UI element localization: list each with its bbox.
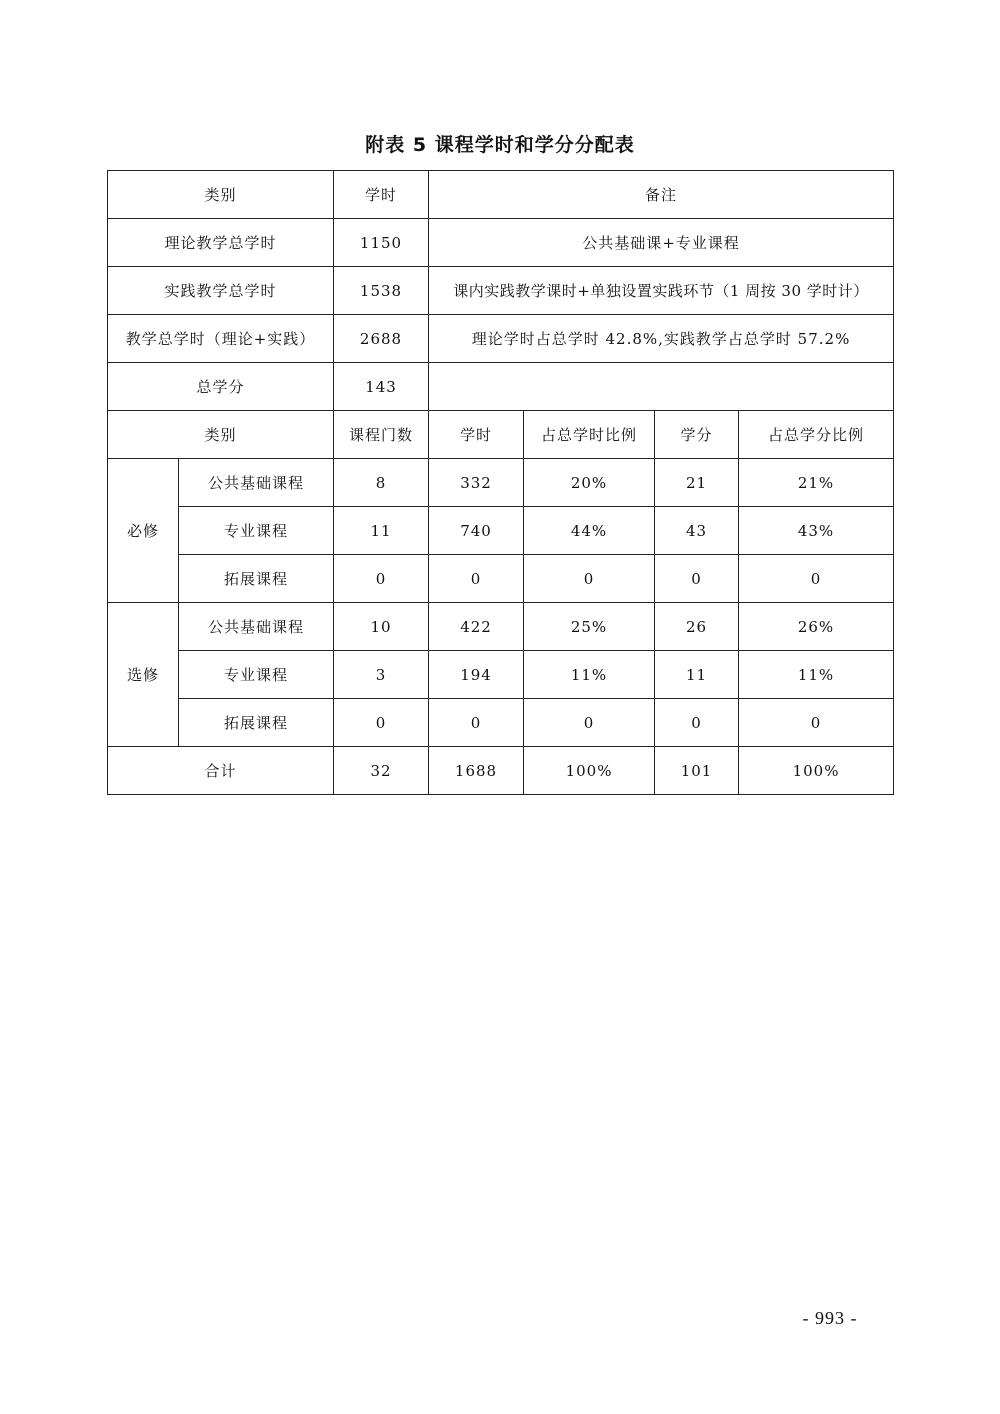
course-hours-ratio: 25% [524,603,655,651]
header-notes: 备注 [429,171,894,219]
summary-header-row [108,171,894,219]
table-row [108,459,894,507]
summary-row-practice [108,267,894,315]
total-credits-ratio: 100% [739,747,894,795]
detail-header-hours: 学时 [429,411,524,459]
summary-label: 总学分 [108,363,334,411]
total-label: 合计 [108,747,334,795]
summary-value: 143 [334,363,429,411]
course-hours-credits-table [107,170,894,795]
summary-value: 1538 [334,267,429,315]
summary-value: 2688 [334,315,429,363]
course-hours: 332 [429,459,524,507]
course-credits-ratio: 0 [739,555,894,603]
course-hours: 0 [429,555,524,603]
total-count: 32 [334,747,429,795]
course-count: 3 [334,651,429,699]
course-count: 0 [334,699,429,747]
table-row [108,555,894,603]
course-hours: 740 [429,507,524,555]
course-credits-ratio: 11% [739,651,894,699]
detail-header-hours-ratio: 占总学时比例 [524,411,655,459]
course-type: 专业课程 [179,651,334,699]
course-hours-ratio: 44% [524,507,655,555]
summary-note: 理论学时占总学时 42.8%,实践教学占总学时 57.2% [429,315,894,363]
course-hours-ratio: 0 [524,555,655,603]
group-label-required: 必修 [108,459,179,603]
course-credits: 11 [655,651,739,699]
course-credits: 0 [655,555,739,603]
course-hours-ratio: 20% [524,459,655,507]
summary-label: 教学总学时（理论+实践） [108,315,334,363]
course-credits: 0 [655,699,739,747]
summary-note [429,363,894,411]
total-hours-ratio: 100% [524,747,655,795]
header-category: 类别 [108,171,334,219]
summary-label: 理论教学总学时 [108,219,334,267]
page-number: - 993 - [802,1308,858,1328]
total-row [108,747,894,795]
course-hours: 422 [429,603,524,651]
course-count: 10 [334,603,429,651]
detail-header-credits-ratio: 占总学分比例 [739,411,894,459]
summary-value: 1150 [334,219,429,267]
detail-header-category: 类别 [108,411,334,459]
course-type: 拓展课程 [179,555,334,603]
detail-header-row [108,411,894,459]
course-count: 11 [334,507,429,555]
course-hours-ratio: 0 [524,699,655,747]
table-row [108,651,894,699]
detail-header-course-count: 课程门数 [334,411,429,459]
table-row [108,699,894,747]
course-credits: 21 [655,459,739,507]
course-hours: 0 [429,699,524,747]
summary-note: 课内实践教学课时+单独设置实践环节（1 周按 30 学时计） [429,267,894,315]
course-count: 8 [334,459,429,507]
course-hours: 194 [429,651,524,699]
course-credits-ratio: 43% [739,507,894,555]
course-type: 拓展课程 [179,699,334,747]
course-type: 公共基础课程 [179,603,334,651]
summary-row-total-hours [108,315,894,363]
total-hours: 1688 [429,747,524,795]
summary-row-theory [108,219,894,267]
table-row [108,507,894,555]
course-count: 0 [334,555,429,603]
course-credits-ratio: 26% [739,603,894,651]
total-credits: 101 [655,747,739,795]
course-credits: 26 [655,603,739,651]
course-credits: 43 [655,507,739,555]
course-credits-ratio: 0 [739,699,894,747]
summary-label: 实践教学总学时 [108,267,334,315]
summary-row-total-credits [108,363,894,411]
header-hours: 学时 [334,171,429,219]
summary-note: 公共基础课+专业课程 [429,219,894,267]
course-credits-ratio: 21% [739,459,894,507]
detail-header-credits: 学分 [655,411,739,459]
course-type: 专业课程 [179,507,334,555]
course-hours-ratio: 11% [524,651,655,699]
table-title: 附表 5 课程学时和学分分配表 [365,134,635,156]
table-row [108,603,894,651]
group-label-elective: 选修 [108,603,179,747]
course-type: 公共基础课程 [179,459,334,507]
